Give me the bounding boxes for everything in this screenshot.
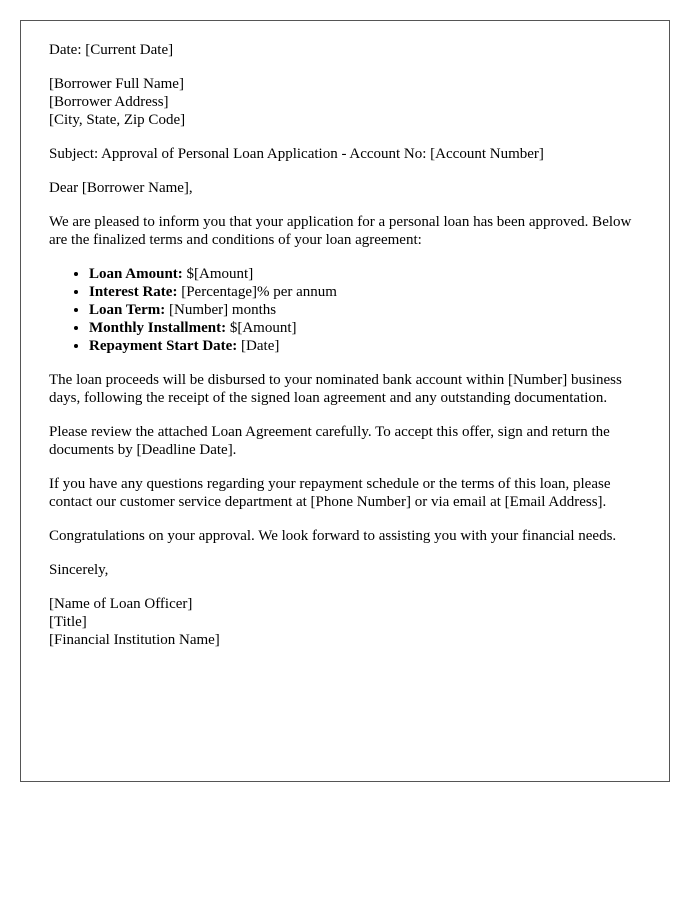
term-label: Monthly Installment: [89,320,227,336]
paragraph: If you have any questions regarding your repayment schedule or the terms of this loan, please contact our customer service department at [Phone Number] or via email at [Email Address]. [49,476,611,510]
term-value: [Number] months [165,302,277,318]
signature [49,595,649,649]
term-label: Interest Rate: [89,284,178,300]
term-value: [Date] [237,338,280,354]
intro: We are pleased to inform you that your application for a personal loan has been approved. Below are the finalized terms and conditions of your loan agreement: [49,214,632,248]
term-value: [Percentage]% per annum [177,284,337,300]
term-item [89,319,649,337]
term-item [89,283,649,301]
recipient-name: [Borrower Full Name] [49,76,184,92]
term-item [89,301,649,319]
officer-name: [Name of Loan Officer] [49,596,193,612]
term-value: $[Amount] [182,266,254,282]
term-item [89,265,649,283]
closing: Sincerely, [49,562,109,578]
term-label: Loan Term: [89,302,166,318]
recipient-address [49,75,649,129]
paragraph: Please review the attached Loan Agreement carefully. To accept this offer, sign and return the documents by [Deadline Date]. [49,424,610,458]
term-label: Repayment Start Date: [89,338,238,354]
term-value: $[Amount] [226,320,297,336]
paragraph: Congratulations on your approval. We look forward to assisting you with your financial needs. [49,528,617,544]
salutation: Dear [Borrower Name], [49,180,193,196]
paragraph: The loan proceeds will be disbursed to your nominated bank account within [Number] business days, following the receipt of the signed loan agreement and any outstanding documentation. [49,372,622,406]
date: Date: [Current Date] [49,42,174,58]
officer-title: [Title] [49,614,87,630]
terms-list [49,265,649,355]
term-label: Loan Amount: [89,266,183,282]
institution-name: [Financial Institution Name] [49,632,220,648]
recipient-city: [City, State, Zip Code] [49,112,186,128]
term-item [89,337,649,355]
subject: Subject: Approval of Personal Loan Application - Account No: [Account Number] [49,146,544,162]
letter [20,20,670,782]
recipient-street: [Borrower Address] [49,94,169,110]
